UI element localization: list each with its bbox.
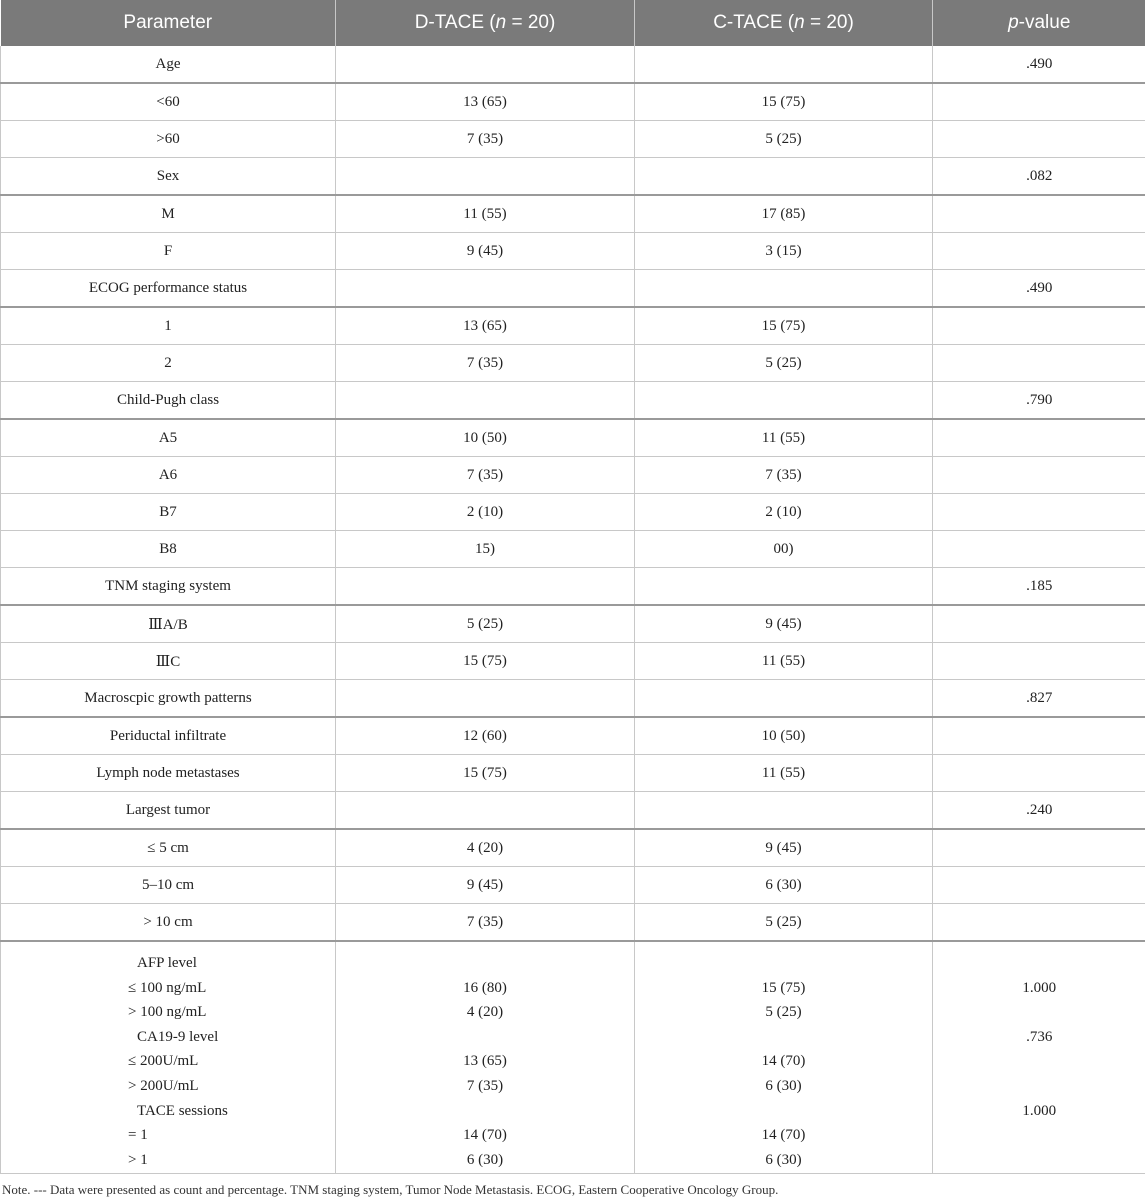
ctace-cell xyxy=(635,46,933,83)
cell-line: > 200U/mL xyxy=(128,1077,199,1094)
p-value-cell: .490 xyxy=(933,270,1145,308)
ctace-cell: 11 (55) xyxy=(635,643,933,680)
p-value-cell xyxy=(933,643,1145,680)
table-row xyxy=(1,829,1145,867)
ctace-cell xyxy=(635,792,933,830)
parameter-cell: Periductal infiltrate xyxy=(1,717,336,755)
table-row xyxy=(1,792,1145,830)
ctace-cell: 6 (30) xyxy=(635,867,933,904)
dtace-cell: 11 (55) xyxy=(336,195,635,233)
ctace-cell xyxy=(635,382,933,420)
parameter-cell: TNM staging system xyxy=(1,568,336,606)
ctace-cell: 2 (10) xyxy=(635,494,933,531)
ctace-cell: 9 (45) xyxy=(635,829,933,867)
cell-line: 5 (25) xyxy=(765,1004,802,1021)
parameter-cell: ECOG performance status xyxy=(1,270,336,308)
table-row xyxy=(1,457,1145,494)
cell-line: 6 (30) xyxy=(765,1077,802,1094)
table-row xyxy=(1,307,1145,345)
table-row xyxy=(1,643,1145,680)
table-row xyxy=(1,121,1145,158)
cell-line: ≤ 100 ng/mL xyxy=(128,979,207,996)
parameter-cell: Sex xyxy=(1,158,336,196)
dtace-cell: 13 (65) xyxy=(336,307,635,345)
cell-line: = 1 xyxy=(128,1127,148,1144)
header-parameter: Parameter xyxy=(1,0,336,46)
parameter-cell: B8 xyxy=(1,531,336,568)
dtace-cell: 15 (75) xyxy=(336,755,635,792)
ctace-cell: 00) xyxy=(635,531,933,568)
cell-line xyxy=(933,1000,1145,1025)
parameter-cell: Largest tumor xyxy=(1,792,336,830)
dtace-cell: 7 (35) xyxy=(336,904,635,942)
cell-line: > 1 xyxy=(128,1151,148,1168)
table-row xyxy=(1,680,1145,718)
ctace-cell: 3 (15) xyxy=(635,233,933,270)
parameter-cell: A5 xyxy=(1,419,336,457)
dtace-cell: 9 (45) xyxy=(336,867,635,904)
cell-line: CA19-9 level xyxy=(137,1028,219,1045)
dtace-cell: 5 (25) xyxy=(336,605,635,643)
parameter-cell: ⅢA/B xyxy=(1,605,336,643)
ctace-cell: 10 (50) xyxy=(635,717,933,755)
parameter-cell: > 10 cm xyxy=(1,904,336,942)
parameter-cell: ≤ 5 cm xyxy=(1,829,336,867)
header-p-value: p-value xyxy=(933,0,1145,46)
cell-line: 6 (30) xyxy=(765,1151,802,1168)
cell-line: 14 (70) xyxy=(761,1053,806,1070)
parameter-cell: ⅢC xyxy=(1,643,336,680)
ctace-cell: 17 (85) xyxy=(635,195,933,233)
table-row xyxy=(1,83,1145,121)
p-value-cell xyxy=(933,867,1145,904)
dtace-cell xyxy=(336,382,635,420)
parameter-cell: M xyxy=(1,195,336,233)
p-value-cell: .082 xyxy=(933,158,1145,196)
cell-line: 1.000 xyxy=(1022,979,1057,996)
table-row xyxy=(1,233,1145,270)
dtace-cell xyxy=(336,568,635,606)
cell-line xyxy=(933,1148,1145,1173)
table-row xyxy=(1,904,1145,942)
ctace-cell: 15 (75) xyxy=(635,83,933,121)
parameter-cell: Child-Pugh class xyxy=(1,382,336,420)
p-value-cell xyxy=(933,829,1145,867)
p-value-cell xyxy=(933,904,1145,942)
table-row xyxy=(1,755,1145,792)
table-row-multiline xyxy=(1,941,1145,1174)
dtace-cell: 9 (45) xyxy=(336,233,635,270)
p-value-cell xyxy=(933,83,1145,121)
ctace-cell: 7 (35) xyxy=(635,457,933,494)
p-value-cell xyxy=(933,195,1145,233)
ctace-cell xyxy=(635,270,933,308)
parameter-cell: B7 xyxy=(1,494,336,531)
dtace-cell: 4 (20) xyxy=(336,829,635,867)
cell-line xyxy=(336,1099,634,1124)
cell-line xyxy=(635,951,932,976)
p-value-cell xyxy=(933,531,1145,568)
p-value-cell: .827 xyxy=(933,680,1145,718)
dtace-cell: 13 (65) xyxy=(336,83,635,121)
cell-line xyxy=(933,1123,1145,1148)
cell-line: 15 (75) xyxy=(761,979,806,996)
table-row xyxy=(1,419,1145,457)
parameter-cell: >60 xyxy=(1,121,336,158)
p-value-cell xyxy=(933,233,1145,270)
header-dtace: D-TACE (n = 20) xyxy=(336,0,635,46)
ctace-cell: 11 (55) xyxy=(635,419,933,457)
p-value-cell xyxy=(933,307,1145,345)
parameter-cell: Age xyxy=(1,46,336,83)
ctace-cell: 15 (75) xyxy=(635,307,933,345)
p-value-cell: .185 xyxy=(933,568,1145,606)
p-value-cell xyxy=(933,419,1145,457)
cell-line xyxy=(933,1049,1145,1074)
table-row xyxy=(1,195,1145,233)
parameter-cell: <60 xyxy=(1,83,336,121)
table-row xyxy=(1,605,1145,643)
cell-line: 1.000 xyxy=(1022,1102,1057,1119)
table-row xyxy=(1,568,1145,606)
table-row xyxy=(1,382,1145,420)
table-row xyxy=(1,158,1145,196)
ctace-cell: 9 (45) xyxy=(635,605,933,643)
ctace-cell: 5 (25) xyxy=(635,345,933,382)
dtace-cell xyxy=(336,158,635,196)
p-value-cell xyxy=(933,755,1145,792)
parameter-cell: A6 xyxy=(1,457,336,494)
p-value-cell xyxy=(933,345,1145,382)
cell-line: > 100 ng/mL xyxy=(128,1004,207,1021)
cell-line: 14 (70) xyxy=(463,1127,507,1144)
p-value-cell xyxy=(933,605,1145,643)
ctace-cell xyxy=(635,158,933,196)
cell-line xyxy=(933,951,1145,976)
table-note: Note. --- Data were presented as count and percentage. TNM staging system, Tumor Node Metastasis. ECOG, Eastern Cooperative Oncology Group. xyxy=(2,1182,779,1197)
table-header xyxy=(1,0,1145,46)
dtace-cell: 7 (35) xyxy=(336,457,635,494)
ctace-cell: 5 (25) xyxy=(635,904,933,942)
dtace-cell xyxy=(336,941,635,1174)
p-value-cell xyxy=(933,121,1145,158)
cell-line: ≤ 200U/mL xyxy=(128,1053,199,1070)
table-row xyxy=(1,717,1145,755)
table-row xyxy=(1,270,1145,308)
parameter-cell: F xyxy=(1,233,336,270)
p-value-cell: .490 xyxy=(933,46,1145,83)
p-value-cell xyxy=(933,717,1145,755)
ctace-cell: 5 (25) xyxy=(635,121,933,158)
table-row xyxy=(1,867,1145,904)
cell-line: .736 xyxy=(1026,1028,1053,1045)
table-body xyxy=(1,46,1145,1174)
ctace-cell xyxy=(635,568,933,606)
table-row xyxy=(1,345,1145,382)
cell-line xyxy=(336,1025,634,1050)
cell-line: TACE sessions xyxy=(137,1102,228,1119)
p-value-cell: .240 xyxy=(933,792,1145,830)
cell-line: 14 (70) xyxy=(761,1127,806,1144)
dtace-cell: 7 (35) xyxy=(336,345,635,382)
cell-line xyxy=(635,1025,932,1050)
table-row xyxy=(1,531,1145,568)
dtace-cell: 15) xyxy=(336,531,635,568)
p-value-cell xyxy=(933,457,1145,494)
header-ctace: C-TACE (n = 20) xyxy=(635,0,933,46)
p-value-cell xyxy=(933,941,1145,1174)
parameter-cell: Macroscpic growth patterns xyxy=(1,680,336,718)
dtace-cell xyxy=(336,46,635,83)
parameter-cell: 5–10 cm xyxy=(1,867,336,904)
dtace-cell: 2 (10) xyxy=(336,494,635,531)
cell-line xyxy=(336,951,634,976)
cell-line: 4 (20) xyxy=(466,1004,504,1021)
cell-line: 7 (35) xyxy=(466,1077,504,1094)
dtace-cell xyxy=(336,792,635,830)
dtace-cell: 10 (50) xyxy=(336,419,635,457)
parameter-cell xyxy=(1,941,336,1174)
dtace-cell: 7 (35) xyxy=(336,121,635,158)
cell-line: 13 (65) xyxy=(463,1053,507,1070)
cell-line xyxy=(933,1074,1145,1099)
cell-line: 16 (80) xyxy=(463,979,507,996)
dtace-cell: 15 (75) xyxy=(336,643,635,680)
cell-line: AFP level xyxy=(137,955,197,971)
parameter-cell: 1 xyxy=(1,307,336,345)
parameter-cell: Lymph node metastases xyxy=(1,755,336,792)
cell-line xyxy=(635,1099,932,1124)
dtace-cell xyxy=(336,680,635,718)
ctace-cell xyxy=(635,941,933,1174)
dtace-cell xyxy=(336,270,635,308)
cell-line: 6 (30) xyxy=(466,1151,504,1168)
dtace-cell: 12 (60) xyxy=(336,717,635,755)
p-value-cell xyxy=(933,494,1145,531)
p-value-cell: .790 xyxy=(933,382,1145,420)
ctace-cell xyxy=(635,680,933,718)
table-row xyxy=(1,46,1145,83)
table-row xyxy=(1,494,1145,531)
parameter-cell: 2 xyxy=(1,345,336,382)
ctace-cell: 11 (55) xyxy=(635,755,933,792)
